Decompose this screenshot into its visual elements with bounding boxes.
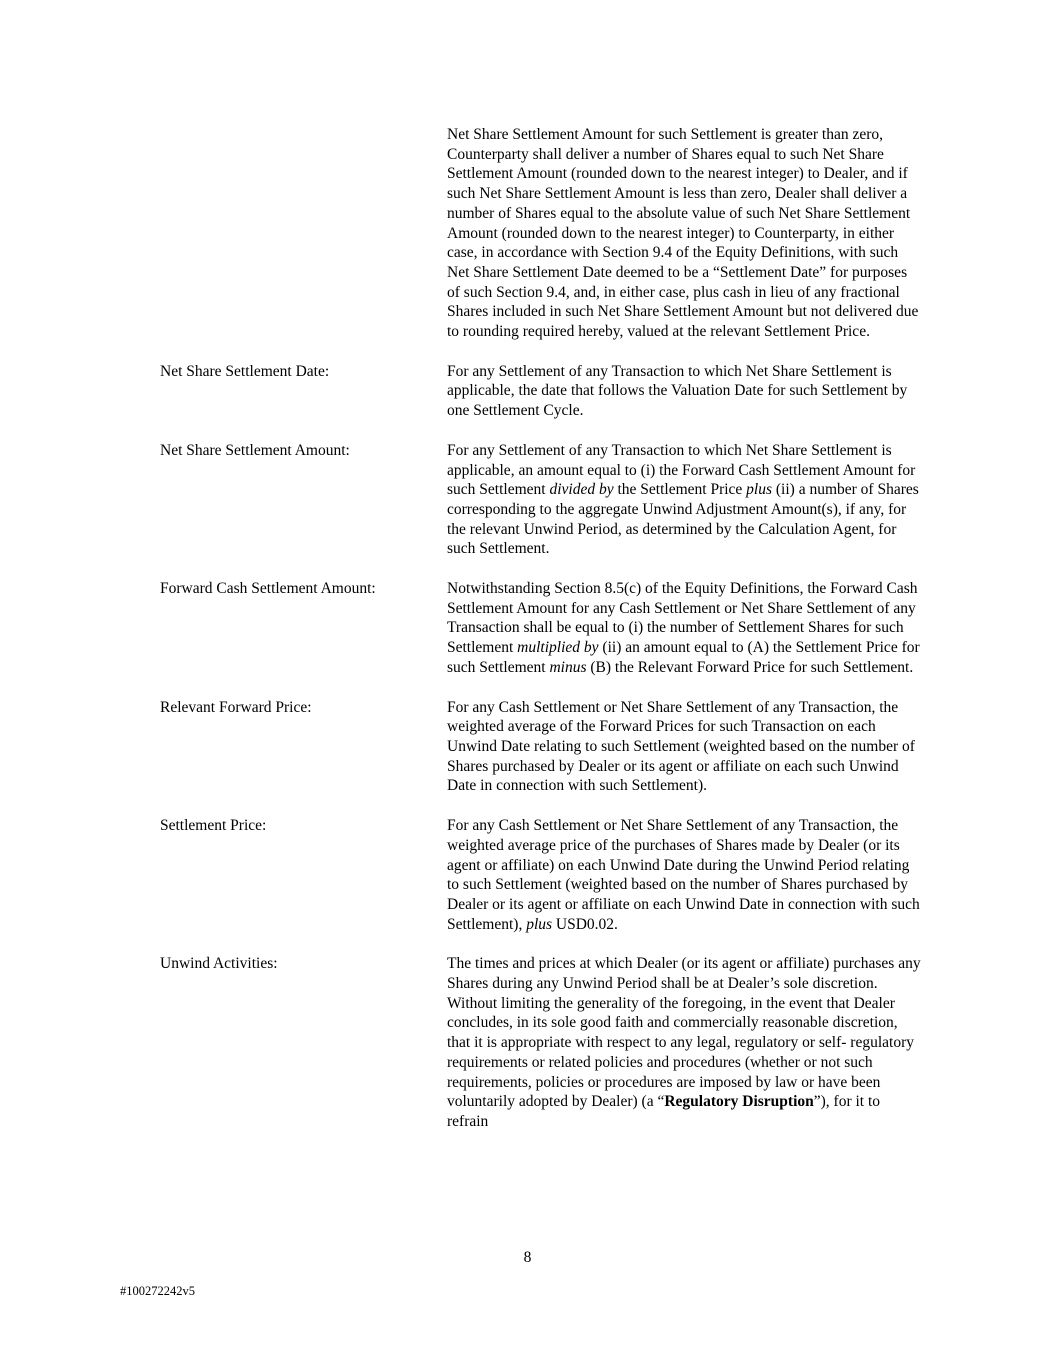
text-segment: plus bbox=[746, 481, 773, 499]
text-segment: Net Share Settlement Amount for such Settlement is greater than zero, Counterparty shall deliver a number of Shares equal to such Net Share Settlement Amount (rounded down to the nearest integer) to Dealer, and if such Net Share Settlement Amount is less than zero, Dealer shall deliver a number of Shares equal to the absolute value of such Net Share Settlement Amount (rounded down to the nearest integer) to Counterparty, in either case, in accordance with Section 9.4 of the Equity Definitions, with such Net Share Settlement Date deemed to be a “Settlement Date” for purposes of such Section 9.4, and, in either case, plus cash in lieu of any fractional Shares included in such Net Share Settlement Amount but not delivered due to rounding required hereby, valued at the relevant Settlement Price. bbox=[447, 126, 923, 341]
definition-text bbox=[447, 954, 925, 1131]
text-segment: (ii) a number of Shares corresponding to the aggregate Unwind Adjustment Amount(s), if any, for the relevant Unwind Period, as determined by the Calculation Agent, for such Settlement. bbox=[447, 481, 923, 558]
term-label: Forward Cash Settlement Amount: bbox=[160, 580, 376, 598]
definition-row bbox=[160, 954, 925, 1131]
text-segment: For any Cash Settlement or Net Share Settlement of any Transaction, the weighted average price of the purchases of Shares made by Dealer (or its agent or affiliate) on each Unwind Date during the Unwind Period relating to such Settlement (weighted based on the number of Shares purchased by Dealer or its agent or affiliate on each Unwind Date in connection with such Settlement), bbox=[447, 817, 924, 933]
definition-text bbox=[447, 441, 922, 559]
term-label: Unwind Activities: bbox=[160, 955, 278, 973]
definitions-list bbox=[160, 362, 925, 1132]
text-segment: The times and prices at which Dealer (or its agent or affiliate) purchases any Shares during any Unwind Period shall be at Dealer’s sole discretion. Without limiting the generality of the foregoing, in the event that Dealer concludes, in its sole good faith and commercially reasonable discretion, that it is appropriate with respect to any legal, regulatory or self- regulatory requirements or related policies and procedures (whether or not such requirements, policies or procedures are imposed by law or have been voluntarily adopted by Dealer) (a “ bbox=[447, 955, 925, 1111]
text-segment: (B) the Relevant Forward Price for such Settlement. bbox=[586, 658, 914, 676]
document-content bbox=[160, 125, 925, 1152]
text-segment: For any Cash Settlement or Net Share Settlement of any Transaction, the weighted average of the Forward Prices for such Transaction on each Unwind Date relating to such Settlement (weighted based on the number of Shares purchased by Dealer or its agent or affiliate on each such Unwind Date in connection with such Settlement). bbox=[447, 698, 919, 795]
definition-text bbox=[447, 816, 922, 934]
definition-row bbox=[160, 579, 922, 678]
definition-row bbox=[160, 441, 922, 559]
definition-text bbox=[447, 698, 922, 797]
text-segment: ”), for it to refrain bbox=[447, 1093, 884, 1130]
text-segment: Notwithstanding Section 8.5(c) of the Equity Definitions, the Forward Cash Settlement Amount for any Cash Settlement or Net Share Settlement of any Transaction shall be equal to (i) the number of Settlement Shares for such Settlement bbox=[447, 580, 922, 657]
definition-text bbox=[447, 579, 922, 678]
footer-document-id: #100272242v5 bbox=[120, 1284, 195, 1298]
definition-text bbox=[447, 362, 922, 421]
text-segment: Regulatory Disruption bbox=[664, 1093, 814, 1111]
text-segment: minus bbox=[549, 658, 587, 676]
definition-row bbox=[160, 698, 922, 797]
term-label: Net Share Settlement Amount: bbox=[160, 441, 350, 459]
text-segment: For any Settlement of any Transaction to which Net Share Settlement is applicable, the date that follows the Valuation Date for such Settlement by one Settlement Cycle. bbox=[447, 362, 912, 420]
text-segment: multiplied by bbox=[517, 639, 599, 657]
text-segment: USD0.02. bbox=[552, 915, 618, 933]
text-segment: (ii) an amount equal to (A) the Settlement Price for such Settlement bbox=[447, 639, 924, 676]
definition-row bbox=[160, 362, 922, 421]
text-segment: plus bbox=[526, 915, 553, 933]
text-segment: divided by bbox=[549, 481, 614, 499]
definition-row bbox=[160, 816, 922, 934]
term-label: Settlement Price: bbox=[160, 817, 267, 835]
text-segment: For any Settlement of any Transaction to which Net Share Settlement is applicable, an amount equal to (i) the Forward Cash Settlement Amount for such Settlement bbox=[447, 441, 920, 499]
term-label: Net Share Settlement Date: bbox=[160, 362, 330, 380]
page-number: 8 bbox=[523, 1249, 532, 1266]
text-segment: the Settlement Price bbox=[613, 481, 747, 499]
term-label: Relevant Forward Price: bbox=[160, 698, 312, 716]
continuation-paragraph bbox=[447, 125, 922, 342]
